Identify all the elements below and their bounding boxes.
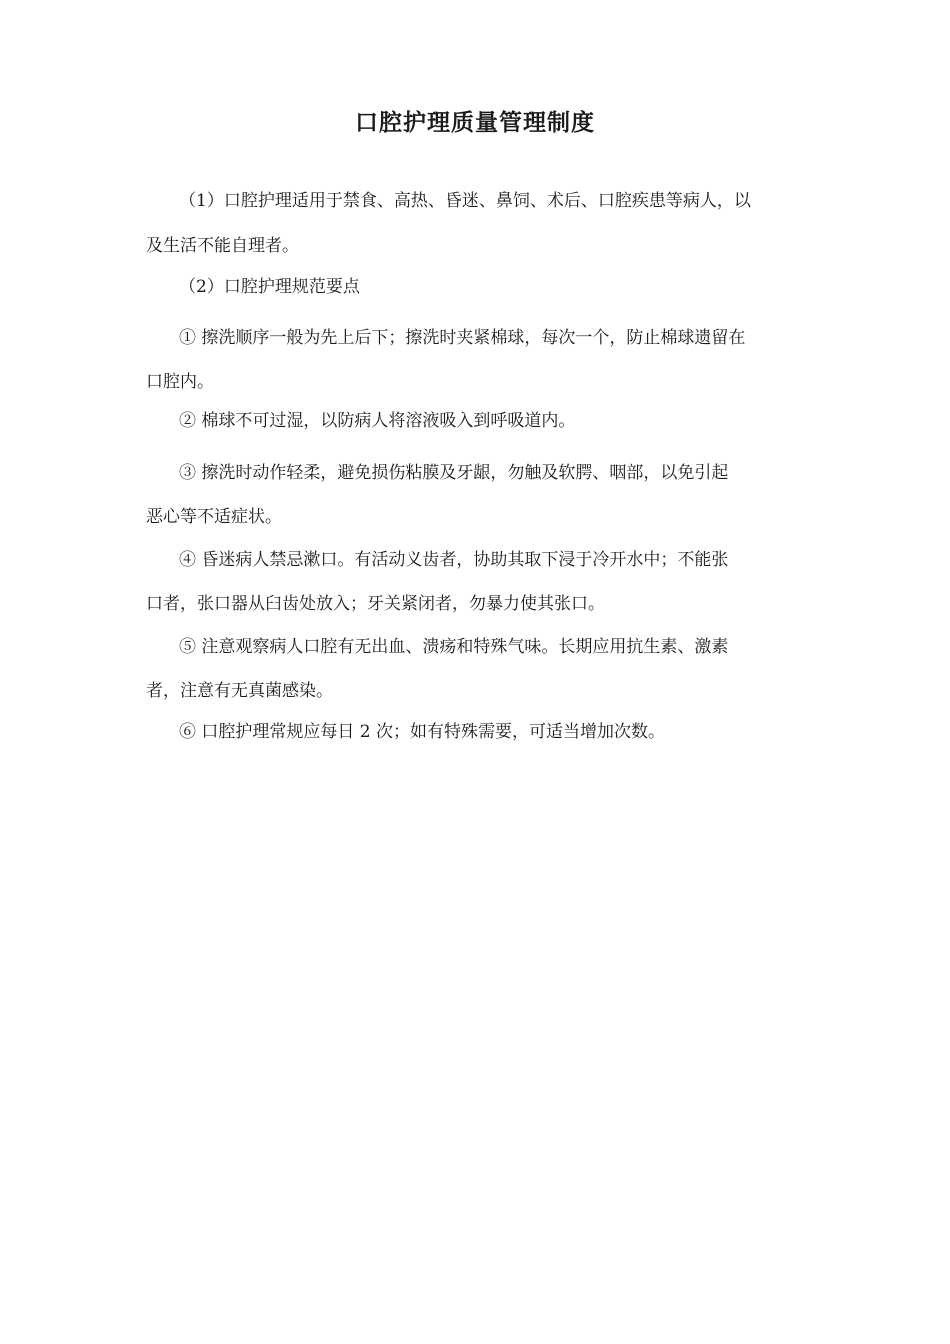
item-3-line-1: ③ 擦洗时动作轻柔，避免损伤粘膜及牙龈，勿触及软腭、咽部，以免引起 [179,463,729,483]
paragraph-1-line-1: （1）口腔护理适用于禁食、高热、昏迷、鼻饲、术后、口腔疾患等病人，以 [179,191,751,211]
document-title: 口腔护理质量管理制度 [355,110,595,136]
item-4-line-1: ④ 昏迷病人禁忌漱口。有活动义齿者，协助其取下浸于冷开水中；不能张 [179,550,729,570]
item-1-line-1: ① 擦洗顺序一般为先上后下；擦洗时夹紧棉球，每次一个，防止棉球遗留在 [179,328,746,348]
item-1-line-2: 口腔内。 [146,372,214,392]
item-2-line-1: ② 棉球不可过湿，以防病人将溶液吸入到呼吸道内。 [179,411,576,431]
paragraph-1-line-2: 及生活不能自理者。 [146,236,299,256]
item-5-line-2: 者，注意有无真菌感染。 [146,681,333,701]
item-3-line-2: 恶心等不适症状。 [146,507,282,527]
item-6-line-1: ⑥ 口腔护理常规应每日 2 次；如有特殊需要，可适当增加次数。 [179,722,666,742]
item-4-line-2: 口者，张口器从臼齿处放入；牙关紧闭者，勿暴力使其张口。 [146,594,605,614]
paragraph-2-heading: （2）口腔护理规范要点 [179,277,360,297]
item-5-line-1: ⑤ 注意观察病人口腔有无出血、溃疡和特殊气味。长期应用抗生素、激素 [179,637,729,657]
